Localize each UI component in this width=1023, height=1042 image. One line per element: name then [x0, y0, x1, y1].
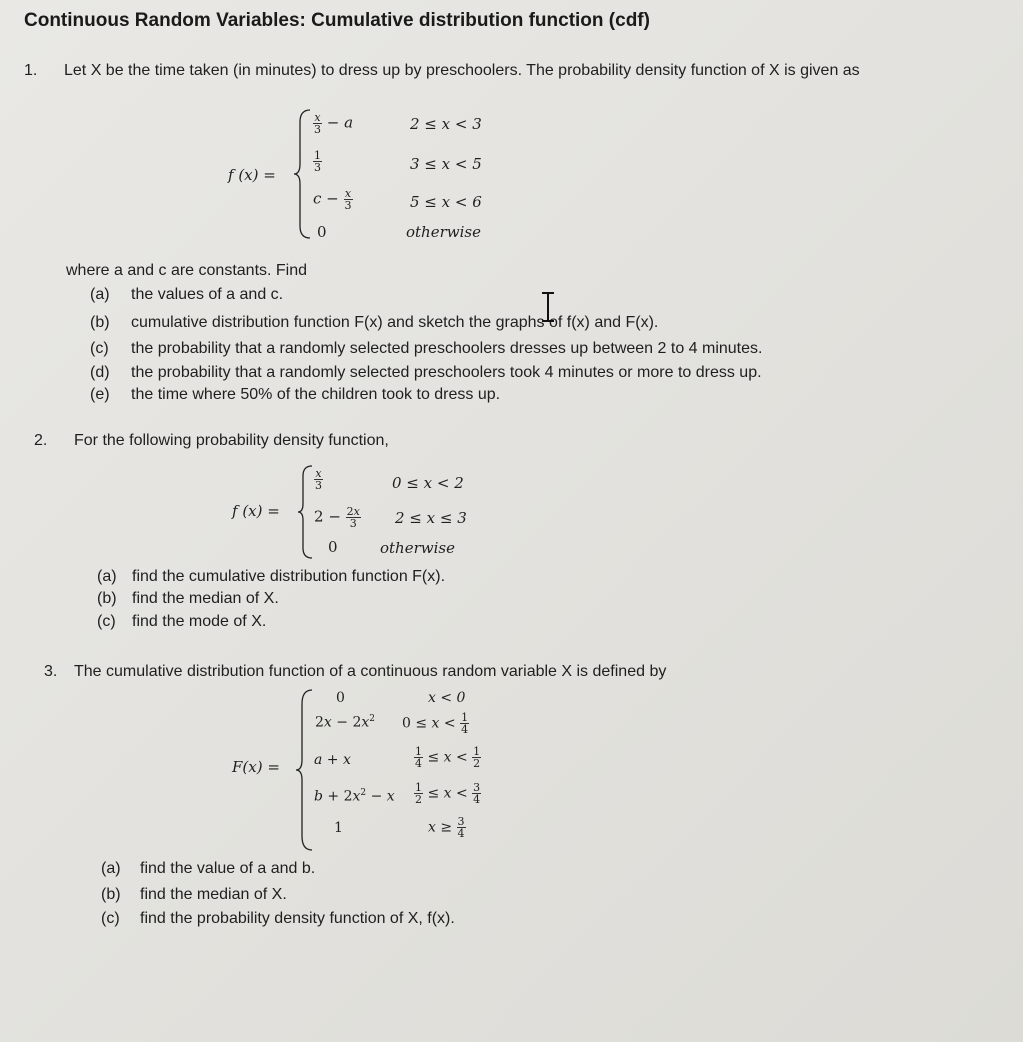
q1-piece-1-expr: $\frac{x}{3}$ − a: [314, 111, 354, 136]
q3-Fx-label: F(x) =: [232, 758, 280, 776]
q2-fx-label: f (x) =: [232, 502, 280, 520]
q1-part-e-label: (e): [90, 386, 110, 403]
q2-number: 2.: [34, 432, 48, 449]
q3-piece-4-expr: $b + 2x^2 - x$: [314, 788, 395, 805]
q1-number: 1.: [24, 62, 38, 79]
q2-piece-2-expr: 2 − $\frac{2x}{3}$: [314, 505, 360, 530]
q3-piece-1-expr: 0: [336, 690, 345, 706]
q2-part-c-label: (c): [97, 613, 116, 630]
q2-part-c: find the mode of X.: [132, 613, 267, 630]
q1-piece-2-cond: 3 ≤ x < 5: [410, 155, 482, 173]
q1-piece-1-cond: 2 ≤ x < 3: [410, 115, 482, 133]
q2-piece-3-expr: 0: [328, 538, 338, 556]
text-cursor-icon: [540, 292, 556, 322]
page-title: Continuous Random Variables: Cumulative distribution function (cdf): [24, 10, 650, 31]
q1-piece-3-expr: c − $\frac{x}{3}$: [313, 187, 352, 212]
q1-text: Let X be the time taken (in minutes) to dress up by preschoolers. The probability density function of X is given as: [64, 62, 860, 79]
q3-piece-2-cond: 0 ≤ x < $\frac{1}{4}$: [402, 711, 469, 736]
q2-piece-1-expr: $\frac{x}{3}$: [315, 467, 322, 492]
q1-piece-4-cond: otherwise: [406, 223, 481, 241]
q1-part-c-label: (c): [90, 340, 109, 357]
q1-fx-label: f (x) =: [228, 166, 276, 184]
q3-piece-3-cond: $\frac{1}{4}$ ≤ x < $\frac{1}{2}$: [415, 745, 481, 770]
q3-part-a-label: (a): [101, 860, 121, 877]
q1-part-a: the values of a and c.: [131, 286, 284, 303]
q1-piece-4-expr: 0: [317, 223, 327, 241]
q3-part-b-label: (b): [101, 886, 121, 903]
q2-piece-1-cond: 0 ≤ x < 2: [392, 474, 464, 492]
q3-piece-3-expr: a + x: [314, 752, 351, 768]
q1-piece-3-cond: 5 ≤ x < 6: [410, 193, 482, 211]
q1-part-c: the probability that a randomly selected preschoolers dresses up between 2 to 4 minutes.: [131, 340, 763, 357]
q3-part-c-label: (c): [101, 910, 120, 927]
q3-piece-5-expr: 1: [334, 820, 343, 836]
q1-brace: [292, 108, 314, 240]
q2-part-b: find the median of X.: [132, 590, 279, 607]
q2-part-a-label: (a): [97, 568, 117, 585]
q3-piece-2-expr: $2x - 2x^2$: [315, 714, 376, 731]
q1-part-a-label: (a): [90, 286, 110, 303]
q1-piece-2-expr: $\frac{1}{3}$: [314, 149, 321, 174]
q3-brace: [294, 688, 316, 852]
q3-part-c: find the probability density function of X, f(x).: [140, 910, 455, 927]
q3-part-a: find the value of a and b.: [140, 860, 316, 877]
q3-text: The cumulative distribution function of a continuous random variable X is defined by: [74, 663, 667, 680]
q1-part-b: cumulative distribution function F(x) and sketch the graphs of f(x) and F(x).: [131, 314, 659, 331]
q2-part-b-label: (b): [97, 590, 117, 607]
q3-number: 3.: [44, 663, 58, 680]
q3-part-b: find the median of X.: [140, 886, 287, 903]
q2-piece-3-cond: otherwise: [380, 539, 455, 557]
q2-part-a: find the cumulative distribution function F(x).: [132, 568, 446, 585]
q2-brace: [296, 464, 316, 560]
q3-piece-4-cond: $\frac{1}{2}$ ≤ x < $\frac{3}{4}$: [415, 781, 481, 806]
q3-piece-1-cond: x < 0: [428, 690, 466, 706]
q1-part-e: the time where 50% of the children took to dress up.: [131, 386, 501, 403]
q1-part-b-label: (b): [90, 314, 110, 331]
q3-piece-5-cond: x ≥ $\frac{3}{4}$: [428, 815, 465, 840]
q1-where: where a and c are constants. Find: [66, 262, 308, 279]
q2-piece-2-cond: 2 ≤ x ≤ 3: [395, 509, 467, 527]
q1-part-d-label: (d): [90, 364, 110, 381]
q1-part-d: the probability that a randomly selected preschoolers took 4 minutes or more to dress up.: [131, 364, 762, 381]
q2-text: For the following probability density function,: [74, 432, 389, 449]
